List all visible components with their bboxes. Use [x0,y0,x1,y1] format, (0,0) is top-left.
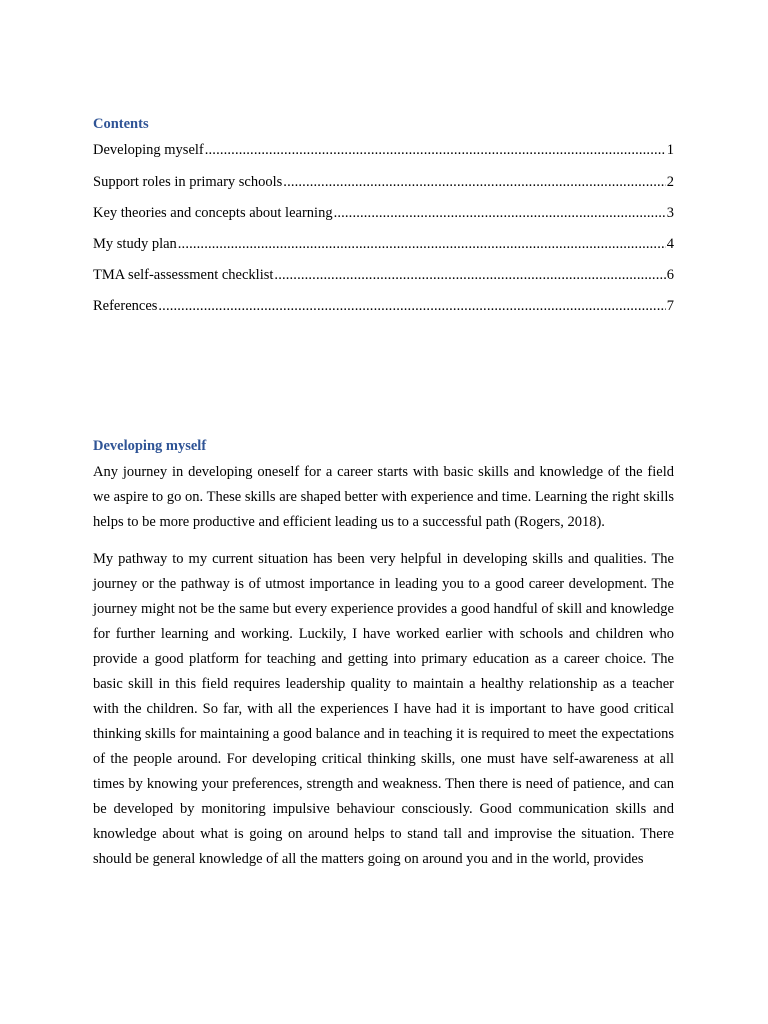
contents-heading: Contents [93,116,149,132]
section-heading: Developing myself [93,438,207,454]
toc-entry-page: 1 [666,142,674,158]
toc-entry-page: 4 [666,236,674,252]
toc-entry-label: Developing myself [93,142,204,158]
toc-entry-label: References [93,298,158,314]
toc-entry[interactable] [93,234,674,265]
body-paragraph: Any journey in developing oneself for a career starts with basic skills and knowledge of the field we aspire to go on. These skills are shaped better with experience and time. Learning the right skills helps to be more productive and efficient leading us to a successful path (Rogers, 2018). [93,464,674,530]
toc-dot-leader [178,234,666,254]
toc-entry[interactable] [93,265,674,296]
toc-entry-label: My study plan [93,236,177,252]
toc-dot-leader [274,265,665,285]
toc-dot-leader [205,140,666,160]
toc-entry[interactable] [93,140,674,172]
toc-dot-leader [283,172,665,192]
toc-entry-label: Key theories and concepts about learning [93,205,333,221]
toc-entry-label: TMA self-assessment checklist [93,267,274,283]
table-of-contents [93,140,674,327]
toc-entry-page: 2 [666,174,674,190]
toc-dot-leader [334,203,666,223]
toc-entry-page: 7 [666,298,674,314]
toc-dot-leader [158,296,665,316]
body-paragraph: My pathway to my current situation has been very helpful in developing skills and qualities. The journey or the pathway is of utmost importance in leading you to a good career development. The journey might not be the same but every experience provides a good handful of skill and knowledge for further learning and working. Luckily, I have worked earlier with schools and children who provide a good platform for teaching and getting into primary education as a career choice. The basic skill in this field requires leadership quality to maintain a healthy relationship as a teacher with the children. So far, with all the experiences I have had it is important to have good critical thinking skills for maintaining a good balance and in teaching it is required to meet the expectations of the people around. For developing critical thinking skills, one must have self-awareness at all times by knowing your preferences, strength and weakness. Then there is need of patience, and can be developed by monitoring impulsive behaviour consciously. Good communication skills and knowledge about what is going on around helps to stand tall and improvise the situation. There should be general knowledge of all the matters going on around you and in the world, provides [93,551,674,867]
toc-entry[interactable] [93,296,674,327]
toc-entry-label: Support roles in primary schools [93,174,283,190]
toc-entry-page: 6 [666,267,674,283]
section-body [93,460,674,884]
toc-entry-page: 3 [666,205,674,221]
toc-entry[interactable] [93,172,674,203]
toc-entry[interactable] [93,203,674,234]
